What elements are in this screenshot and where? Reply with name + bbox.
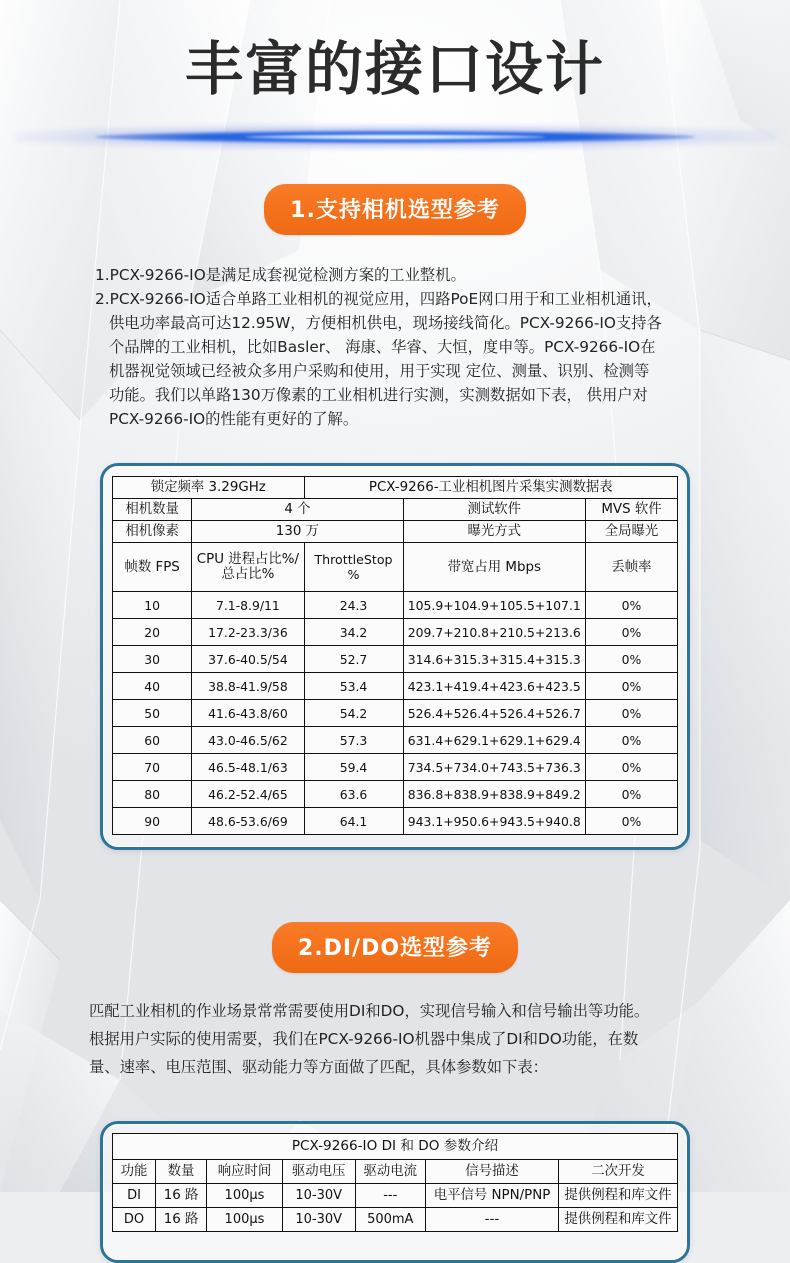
- cell-bandwidth: 943.1+950.6+943.5+940.8: [403, 808, 585, 835]
- cell-dev: 提供例程和库文件: [558, 1184, 677, 1208]
- dido-table: [112, 1133, 678, 1232]
- cell-cpu: 46.5-48.1/63: [192, 754, 304, 781]
- cell-drop: 0%: [586, 592, 678, 619]
- table-row: [113, 808, 678, 835]
- glow-core-layer: [245, 135, 545, 140]
- cell-voltage: 10-30V: [282, 1184, 355, 1208]
- section-1-pill-label[interactable]: 1.支持相机选型参考: [264, 184, 526, 235]
- cell-cpu: 46.2-52.4/65: [192, 781, 304, 808]
- cell-fps: 20: [113, 619, 192, 646]
- paragraph-line: 机器视觉领域已经被众多用户采购和使用，用于实现 定位、测量、识别、检测等: [109, 362, 650, 380]
- cell-drop: 0%: [586, 700, 678, 727]
- cell-drop: 0%: [586, 673, 678, 700]
- col-header-droprate: 丢帧率: [586, 543, 678, 592]
- cell-bandwidth: 631.4+629.1+629.1+629.4: [403, 727, 585, 754]
- cell-exposure-value: 全局曝光: [586, 521, 678, 543]
- col-header-response: 响应时间: [207, 1160, 283, 1184]
- cell-fps: 40: [113, 673, 192, 700]
- cell-function: DO: [113, 1208, 156, 1232]
- cell-fps: 80: [113, 781, 192, 808]
- table-row: [113, 1184, 678, 1208]
- col-header-cpu-line2: 总占比%: [221, 567, 275, 582]
- cell-response: 100μs: [207, 1184, 283, 1208]
- cell-bandwidth: 526.4+526.4+526.4+526.7: [403, 700, 585, 727]
- cell-bandwidth: 314.6+315.3+315.4+315.3: [403, 646, 585, 673]
- cell-signal: ---: [426, 1208, 559, 1232]
- cell-throttle: 52.7: [304, 646, 403, 673]
- section-1-paragraph: [95, 263, 695, 431]
- cell-throttle: 57.3: [304, 727, 403, 754]
- cell-fps: 10: [113, 592, 192, 619]
- cell-drop: 0%: [586, 754, 678, 781]
- table-row: [113, 1208, 678, 1232]
- cell-throttle: 53.4: [304, 673, 403, 700]
- col-header-throttlestop-line2: %: [347, 567, 360, 582]
- cell-camera-count-value: 4 个: [192, 499, 403, 521]
- cell-test-software-value: MVS 软件: [586, 499, 678, 521]
- col-header-signal: 信号描述: [426, 1160, 559, 1184]
- cell-dev: 提供例程和库文件: [558, 1208, 677, 1232]
- cell-drop: 0%: [586, 727, 678, 754]
- dido-table-frame: [100, 1121, 690, 1263]
- cell-drop: 0%: [586, 646, 678, 673]
- cell-camera-pixel-label: 相机像素: [113, 521, 192, 543]
- paragraph-line: 1.PCX-9266-IO是满足成套视觉检测方案的工业整机。: [95, 266, 466, 284]
- paragraph-line: 个品牌的工业相机，比如Basler、 海康、华睿、大恒，度申等。PCX-9266-IO在: [109, 338, 656, 356]
- col-header-fps: 帧数 FPS: [113, 543, 192, 592]
- cell-signal: 电平信号 NPN/PNP: [426, 1184, 559, 1208]
- col-header-cpu: [192, 543, 304, 592]
- cell-table-title: PCX-9266-工业相机图片采集实测数据表: [304, 477, 677, 499]
- camera-test-table-frame: [100, 463, 690, 850]
- cell-dido-title: PCX-9266-IO DI 和 DO 参数介绍: [113, 1134, 678, 1160]
- cell-throttle: 59.4: [304, 754, 403, 781]
- cell-cpu: 37.6-40.5/54: [192, 646, 304, 673]
- cell-drop: 0%: [586, 619, 678, 646]
- cell-cpu: 41.6-43.8/60: [192, 700, 304, 727]
- cell-fps: 60: [113, 727, 192, 754]
- section-2-pill-label[interactable]: 2.DI/DO选型参考: [272, 922, 518, 973]
- cell-fps: 70: [113, 754, 192, 781]
- cell-lock-frequency: 锁定频率 3.29GHz: [113, 477, 305, 499]
- table-row: [113, 619, 678, 646]
- col-header-throttlestop: [304, 543, 403, 592]
- cell-bandwidth: 209.7+210.8+210.5+213.6: [403, 619, 585, 646]
- col-header-bandwidth: 带宽占用 Mbps: [403, 543, 585, 592]
- cell-bandwidth: 423.1+419.4+423.6+423.5: [403, 673, 585, 700]
- cell-fps: 90: [113, 808, 192, 835]
- section-2-paragraph: [89, 997, 701, 1081]
- cell-voltage: 10-30V: [282, 1208, 355, 1232]
- cell-throttle: 24.3: [304, 592, 403, 619]
- cell-test-software-label: 测试软件: [403, 499, 585, 521]
- cell-cpu: 17.2-23.3/36: [192, 619, 304, 646]
- table-row: [113, 592, 678, 619]
- table-row-camera-pixel: [113, 521, 678, 543]
- paragraph-line: 供电功率最高可达12.95W，方便相机供电，现场接线简化。PCX-9266-IO支持各: [109, 314, 662, 332]
- table-row: [113, 754, 678, 781]
- table-row: [113, 700, 678, 727]
- col-header-throttlestop-line1: ThrottleStop: [314, 552, 393, 567]
- col-header-current: 驱动电流: [355, 1160, 425, 1184]
- glow-divider: [0, 114, 790, 160]
- cell-bandwidth: 734.5+734.0+743.5+736.3: [403, 754, 585, 781]
- cell-throttle: 34.2: [304, 619, 403, 646]
- paragraph-line: 量、速率、电压范围、驱动能力等方面做了匹配，具体参数如下表：: [89, 1058, 548, 1076]
- cell-current: 500mA: [355, 1208, 425, 1232]
- cell-camera-pixel-value: 130 万: [192, 521, 403, 543]
- cell-bandwidth: 105.9+104.9+105.5+107.1: [403, 592, 585, 619]
- paragraph-line: 功能。我们以单路130万像素的工业相机进行实测，实测数据如下表， 供用户对: [109, 386, 648, 404]
- col-header-function: 功能: [113, 1160, 156, 1184]
- cell-current: ---: [355, 1184, 425, 1208]
- table-header-row: [113, 1160, 678, 1184]
- cell-exposure-label: 曝光方式: [403, 521, 585, 543]
- cell-count: 16 路: [156, 1184, 207, 1208]
- table-header-row: [113, 543, 678, 592]
- cell-drop: 0%: [586, 781, 678, 808]
- paragraph-line: 匹配工业相机的作业场景常常需要使用DI和DO，实现信号输入和信号输出等功能。: [89, 1002, 650, 1020]
- page-title: 丰富的接口设计: [184, 35, 605, 103]
- cell-bandwidth: 836.8+838.9+838.9+849.2: [403, 781, 585, 808]
- col-header-voltage: 驱动电压: [282, 1160, 355, 1184]
- table-row-camera-count: [113, 499, 678, 521]
- table-row: [113, 646, 678, 673]
- paragraph-line: 根据用户实际的使用需要，我们在PCX-9266-IO机器中集成了DI和DO功能，在数: [89, 1030, 639, 1048]
- cell-throttle: 64.1: [304, 808, 403, 835]
- cell-drop: 0%: [586, 808, 678, 835]
- paragraph-line: PCX-9266-IO的性能有更好的了解。: [109, 410, 359, 428]
- table-row: [113, 673, 678, 700]
- col-header-cpu-line1: CPU 进程占比%/: [196, 552, 300, 567]
- table-row: [113, 727, 678, 754]
- cell-cpu: 43.0-46.5/62: [192, 727, 304, 754]
- col-header-dev: 二次开发: [558, 1160, 677, 1184]
- cell-cpu: 38.8-41.9/58: [192, 673, 304, 700]
- table-row-lockfreq: [113, 477, 678, 499]
- section-2-heading: [0, 922, 790, 973]
- cell-function: DI: [113, 1184, 156, 1208]
- col-header-count: 数量: [156, 1160, 207, 1184]
- cell-camera-count-label: 相机数量: [113, 499, 192, 521]
- cell-throttle: 54.2: [304, 700, 403, 727]
- cell-cpu: 7.1-8.9/11: [192, 592, 304, 619]
- table-row: [113, 781, 678, 808]
- cell-throttle: 63.6: [304, 781, 403, 808]
- cell-cpu: 48.6-53.6/69: [192, 808, 304, 835]
- section-1-heading: [0, 184, 790, 235]
- cell-count: 16 路: [156, 1208, 207, 1232]
- cell-fps: 50: [113, 700, 192, 727]
- paragraph-line: 2.PCX-9266-IO适合单路工业相机的视觉应用，四路PoE网口用于和工业相机通讯，: [95, 290, 662, 308]
- cell-response: 100μs: [207, 1208, 283, 1232]
- cell-fps: 30: [113, 646, 192, 673]
- camera-test-table: [112, 476, 678, 835]
- table-row-title: [113, 1134, 678, 1160]
